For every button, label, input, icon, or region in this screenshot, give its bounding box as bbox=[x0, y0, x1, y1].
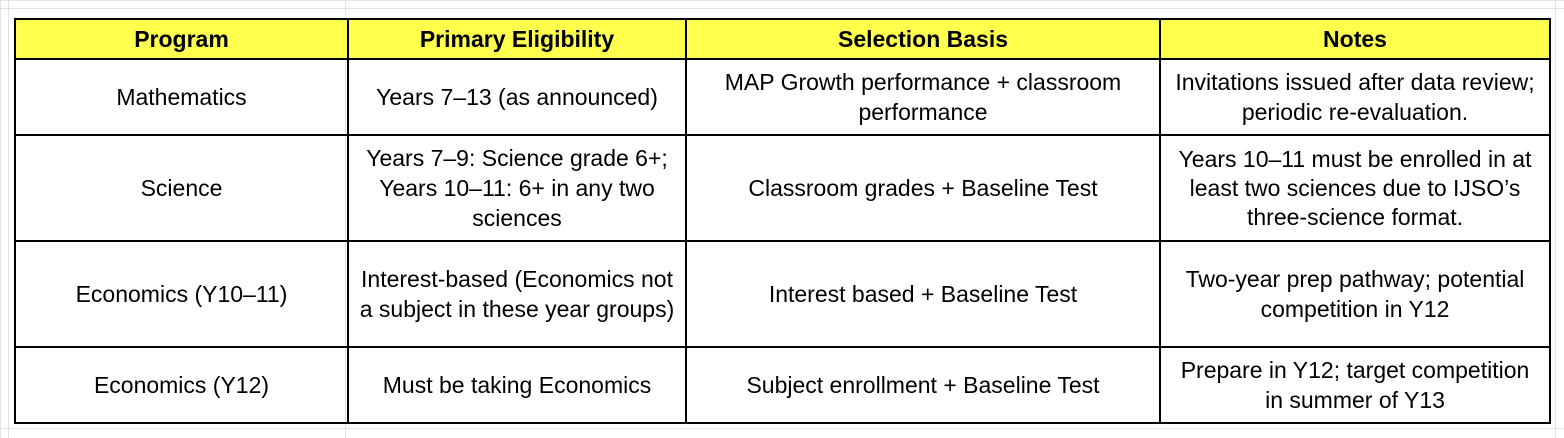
cell-selection-basis[interactable]: MAP Growth performance + classroom performance bbox=[686, 59, 1160, 135]
cell-notes[interactable]: Years 10–11 must be enrolled in at least two sciences due to IJSO’s three-science format. bbox=[1160, 135, 1550, 241]
cell-program[interactable]: Economics (Y12) bbox=[15, 347, 348, 423]
header-cell-program[interactable]: Program bbox=[15, 19, 348, 59]
sheet-gridline bbox=[0, 8, 1564, 9]
sheet-gridline bbox=[0, 428, 1564, 429]
cell-eligibility[interactable]: Years 7–9: Science grade 6+; Years 10–11: 6+ in any two sciences bbox=[348, 135, 686, 241]
cell-notes[interactable]: Invitations issued after data review; periodic re-evaluation. bbox=[1160, 59, 1550, 135]
sheet-gridline bbox=[1555, 0, 1556, 438]
table-row bbox=[15, 135, 1550, 241]
program-eligibility-table bbox=[14, 18, 1551, 424]
header-cell-primary-eligibility[interactable]: Primary Eligibility bbox=[348, 19, 686, 59]
cell-notes[interactable]: Prepare in Y12; target competition in summer of Y13 bbox=[1160, 347, 1550, 423]
cell-eligibility[interactable]: Interest-based (Economics not a subject in these year groups) bbox=[348, 241, 686, 347]
header-cell-notes[interactable]: Notes bbox=[1160, 19, 1550, 59]
table-row bbox=[15, 347, 1550, 423]
cell-selection-basis[interactable]: Subject enrollment + Baseline Test bbox=[686, 347, 1160, 423]
cell-program[interactable]: Mathematics bbox=[15, 59, 348, 135]
cell-selection-basis[interactable]: Interest based + Baseline Test bbox=[686, 241, 1160, 347]
sheet-gridline bbox=[8, 0, 9, 438]
cell-eligibility[interactable]: Years 7–13 (as announced) bbox=[348, 59, 686, 135]
header-cell-selection-basis[interactable]: Selection Basis bbox=[686, 19, 1160, 59]
table-row bbox=[15, 241, 1550, 347]
cell-selection-basis[interactable]: Classroom grades + Baseline Test bbox=[686, 135, 1160, 241]
cell-notes[interactable]: Two-year prep pathway; potential competition in Y12 bbox=[1160, 241, 1550, 347]
cell-program[interactable]: Science bbox=[15, 135, 348, 241]
header-row bbox=[15, 19, 1550, 59]
cell-eligibility[interactable]: Must be taking Economics bbox=[348, 347, 686, 423]
table-row bbox=[15, 59, 1550, 135]
cell-program[interactable]: Economics (Y10–11) bbox=[15, 241, 348, 347]
